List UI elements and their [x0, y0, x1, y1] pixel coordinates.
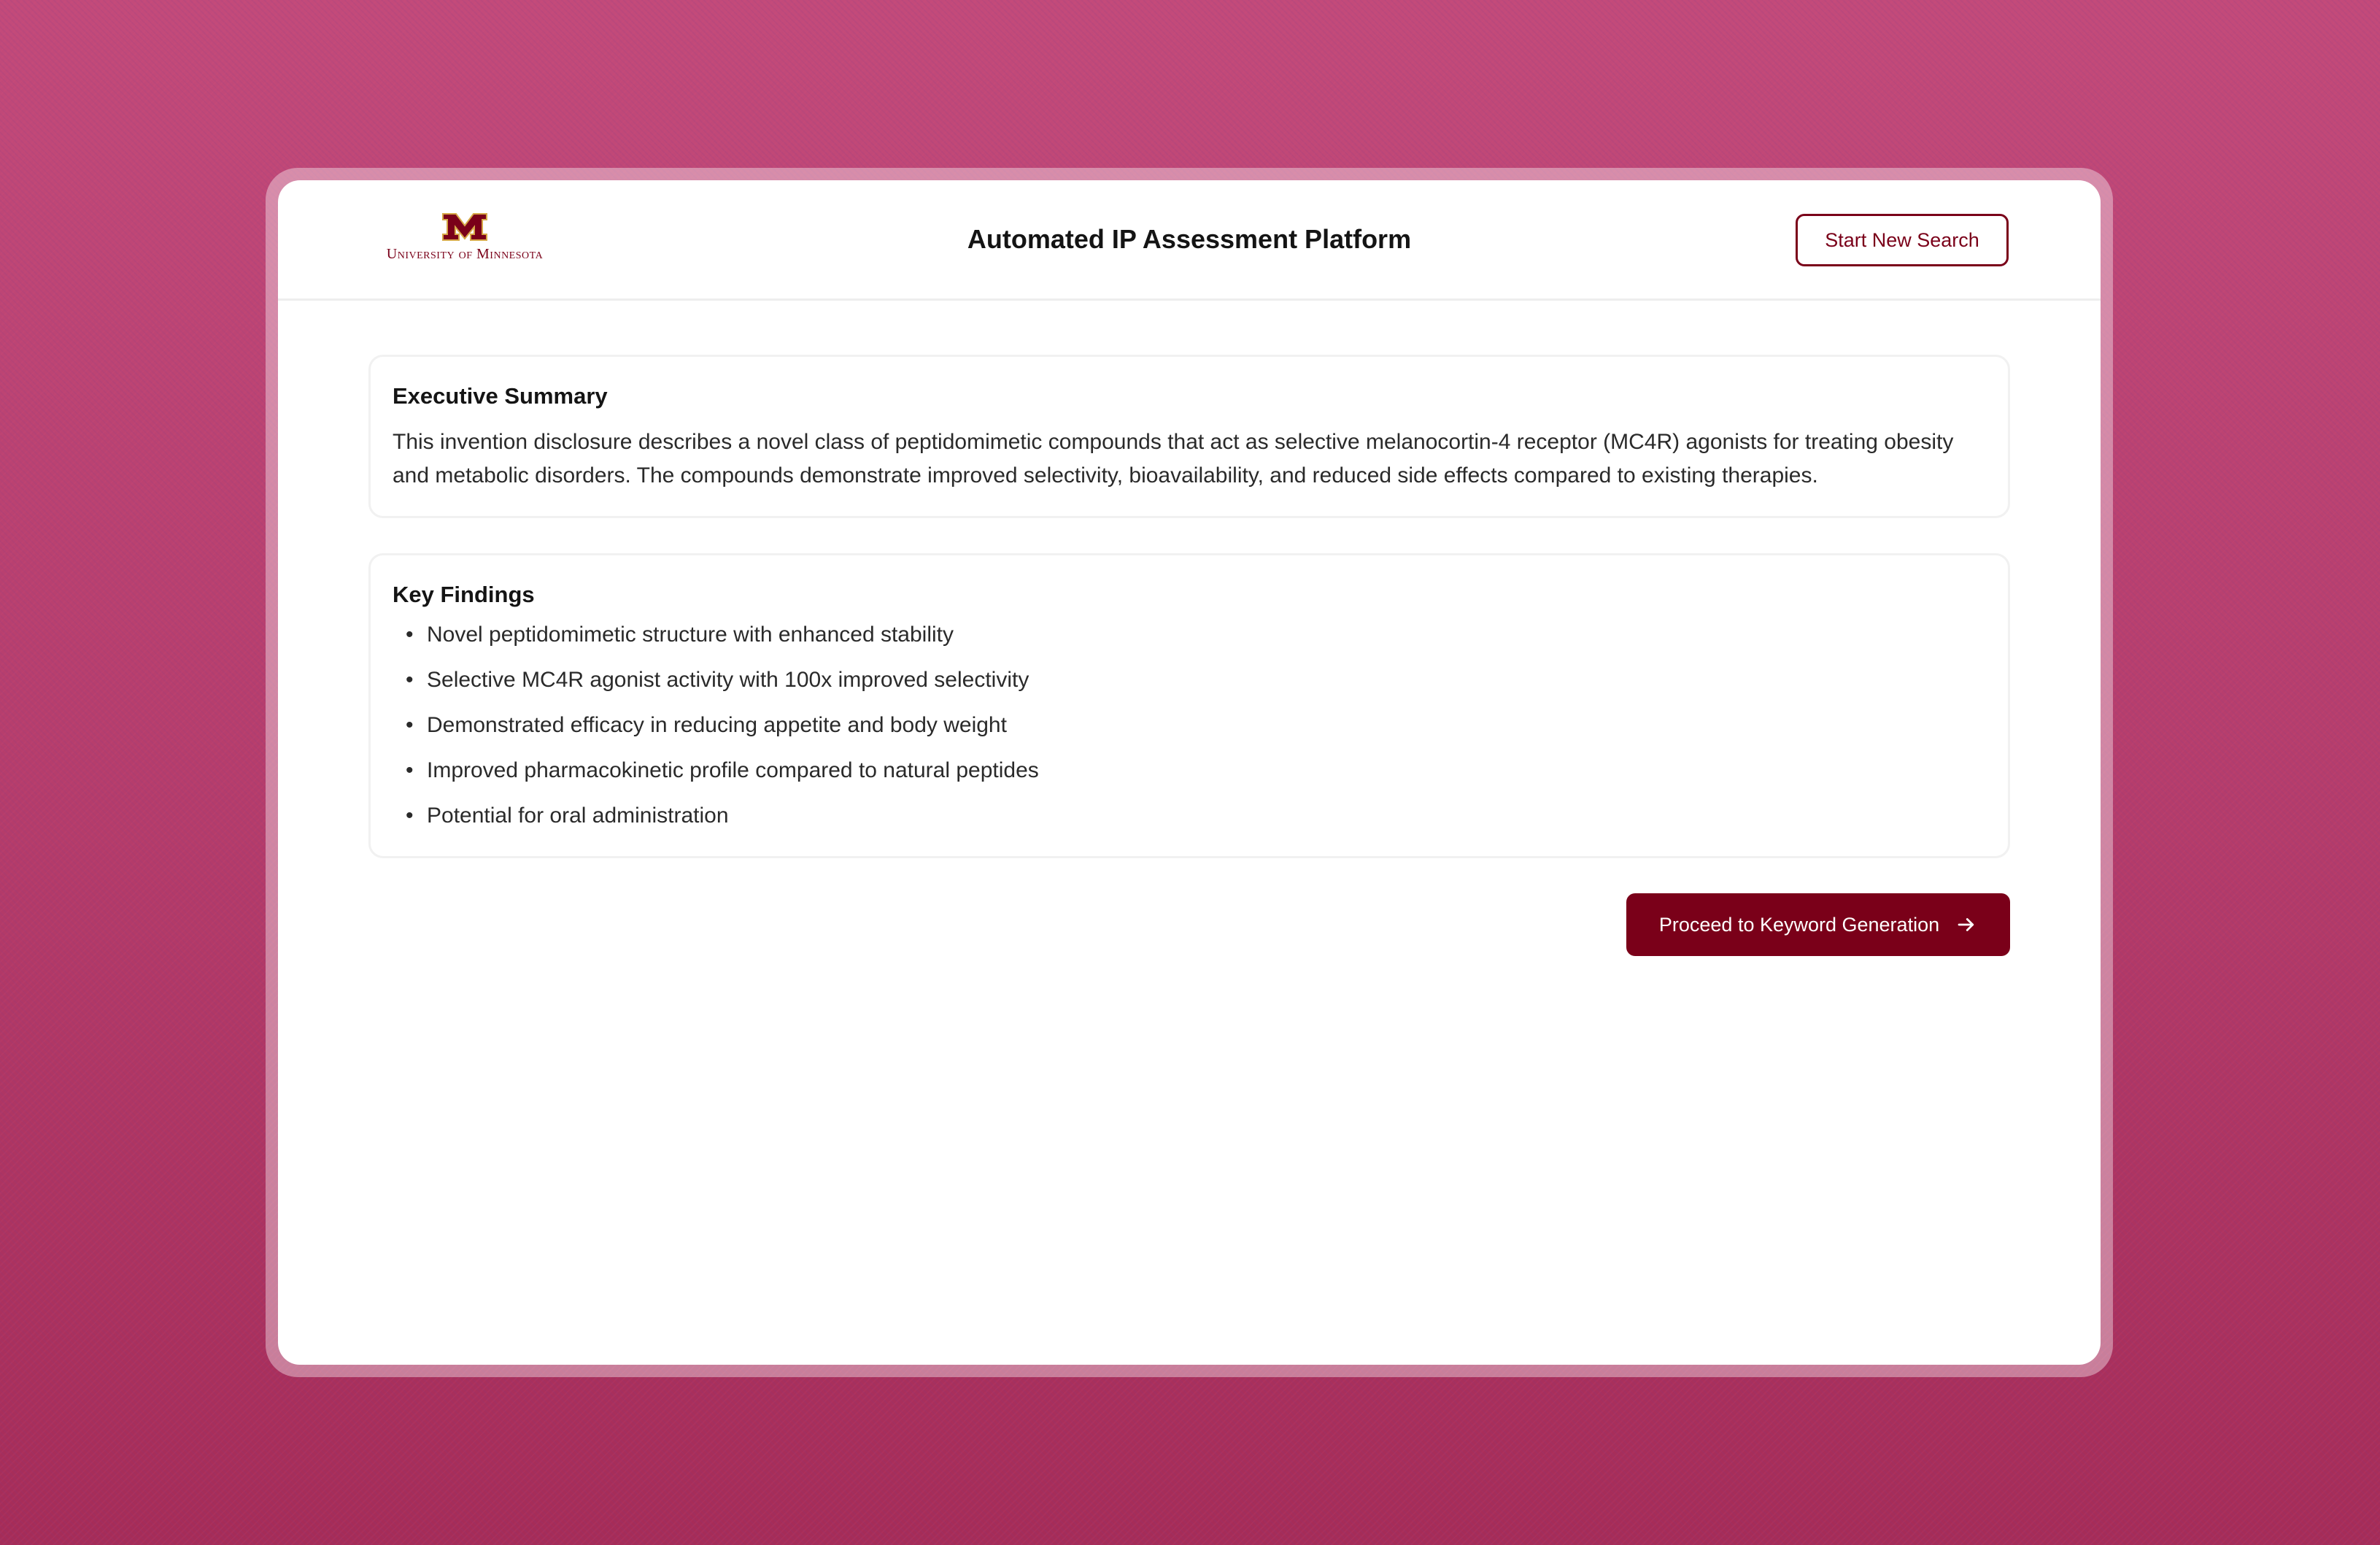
bullet-icon: • [406, 668, 414, 692]
executive-summary-card [368, 355, 2010, 518]
actions-bar [368, 893, 2010, 956]
start-new-search-button[interactable]: Start New Search [1796, 214, 2009, 266]
logo-wordmark: University of Minnesota [386, 246, 544, 262]
list-item [393, 748, 1986, 793]
arrow-right-icon [1955, 914, 1977, 936]
proceed-button-label: Proceed to Keyword Generation [1658, 913, 1940, 936]
bullet-icon: • [406, 713, 414, 737]
key-findings-card [368, 553, 2010, 858]
bullet-icon: • [406, 804, 414, 828]
key-findings-list [393, 612, 1986, 839]
list-item [393, 703, 1986, 748]
finding-text: Novel peptidomimetic structure with enhanced stability [427, 623, 954, 647]
finding-text: Selective MC4R agonist activity with 100x improved selectivity [427, 668, 1029, 692]
executive-summary-title: Executive Summary [393, 383, 608, 409]
key-findings-title: Key Findings [393, 582, 535, 607]
main-content [278, 301, 2101, 956]
list-item [393, 658, 1986, 703]
header [278, 180, 2101, 301]
list-item [393, 612, 1986, 658]
proceed-to-keyword-generation-button[interactable] [1626, 893, 2010, 956]
finding-text: Improved pharmacokinetic profile compared to natural peptides [427, 758, 1039, 782]
finding-text: Potential for oral administration [427, 804, 729, 828]
bullet-icon: • [406, 758, 414, 782]
page-title: Automated IP Assessment Platform [967, 224, 1412, 254]
list-item [393, 793, 1986, 839]
bullet-icon: • [406, 623, 414, 647]
finding-text: Demonstrated efficacy in reducing appetite and body weight [427, 713, 1007, 737]
app-window [278, 180, 2101, 1365]
app-frame [266, 168, 2113, 1377]
executive-summary-text: This invention disclosure describes a novel class of peptidomimetic compounds that act as selective melanocortin-4 receptor (MC4R) agonists for treating obesity and metabolic disorders. The compounds demonstrate improved selectivity, bioavailability, and reduced side effects compared to existing therapies. [393, 430, 1954, 488]
